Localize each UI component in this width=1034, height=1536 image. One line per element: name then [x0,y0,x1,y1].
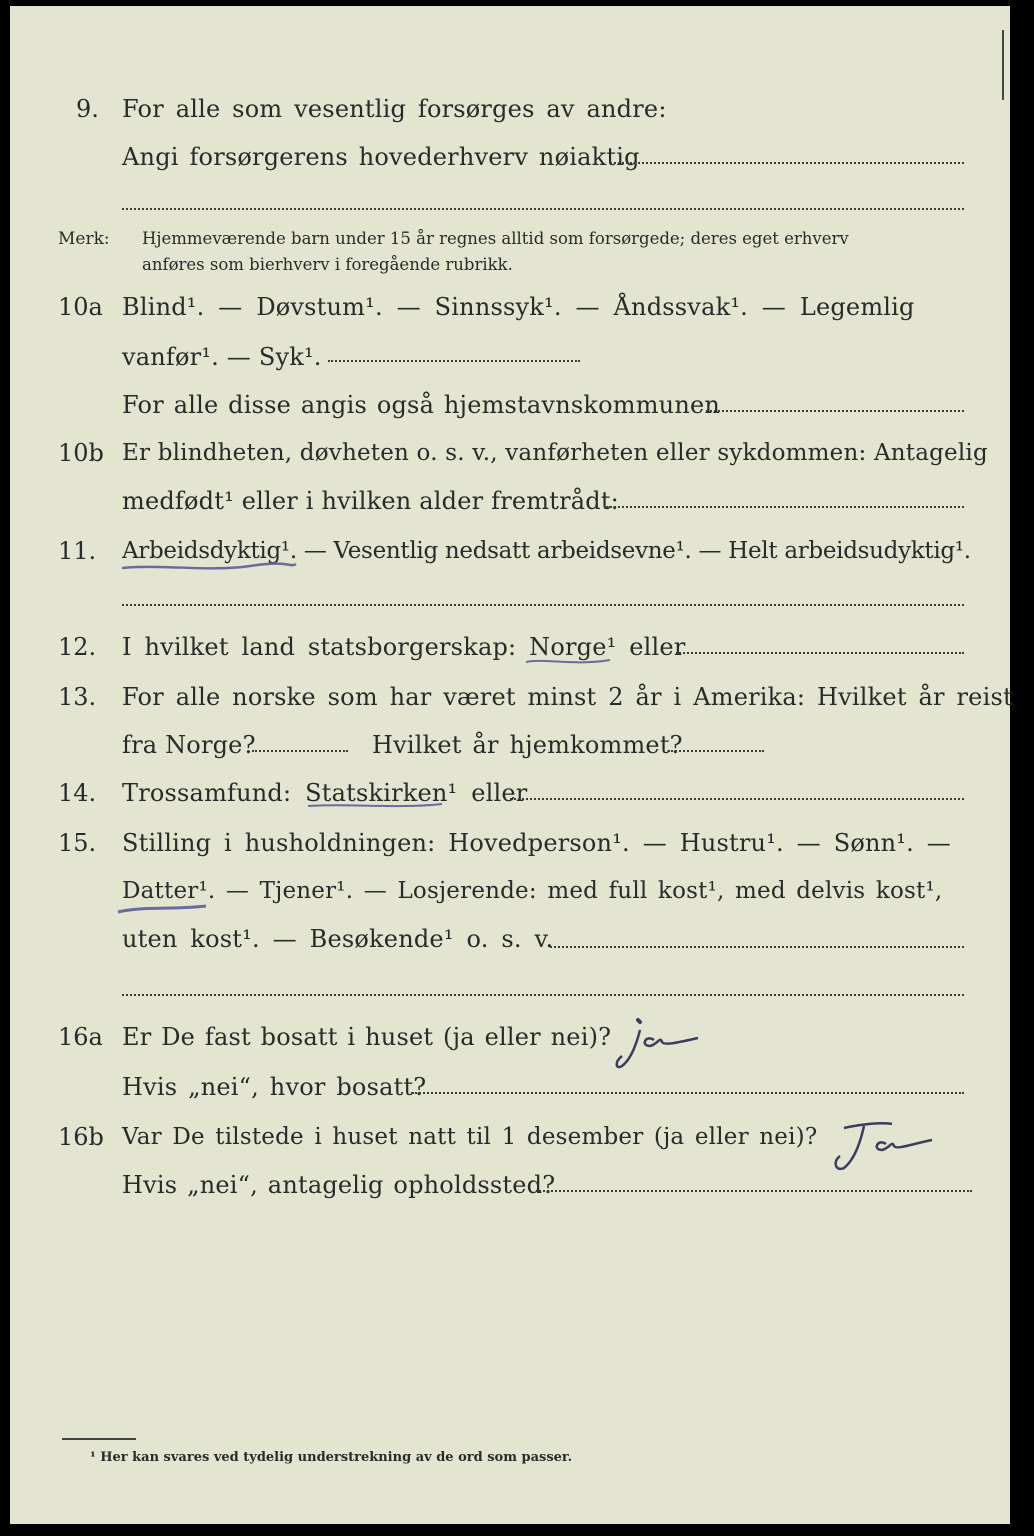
q11-line1: Arbeidsdyktig¹. — Vesentlig nedsatt arbeidsevne¹. — Helt arbeidsudyktig¹. [122,538,971,564]
q10b-line2: medfødt¹ eller i hvilken alder fremtrådt: [122,487,619,515]
q16b-answer-line [536,1190,972,1192]
q12-number: 12. [58,633,97,661]
q10b-answer-line [606,506,964,508]
q10a-kommune-line [706,410,964,412]
q15-answer-line-2 [122,994,964,996]
q14-underline [306,798,446,814]
q13-line2a: fra Norge? [122,731,256,759]
q9-line2: Angi forsørgerens hovederhverv nøiaktig [122,143,640,171]
q16b-answer-text: Ja [822,1110,823,1111]
q11-number: 11. [58,537,97,565]
q10b-line1: Er blindheten, døvheten o. s. v., vanførheten eller sykdommen: Antagelig [122,440,988,466]
q13-reist-line [252,750,348,752]
q14-answer-line [510,798,964,800]
q13-line1: For alle norske som har været minst 2 år i Amerika: Hvilket år reist [122,683,1013,711]
q13-line2b: Hvilket år hjemkommet? [372,731,683,759]
footnote-divider [62,1438,136,1440]
q11-answer-line [122,604,964,606]
footnote-text: ¹ Her kan svares ved tydelig understrekning av de ord som passer. [90,1450,573,1465]
q16a-answer-text: ja [610,1012,611,1013]
q10b-number: 10b [58,439,104,467]
q9-number: 9. [76,95,99,123]
q14-number: 14. [58,779,97,807]
q13-number: 13. [58,683,97,711]
q16b-line2: Hvis „nei“, antagelig opholdssted? [122,1171,556,1199]
q16a-handwritten-answer [610,1012,706,1072]
q15-number: 15. [58,829,97,857]
q9-line1: For alle som vesentlig forsørges av andre: [122,95,667,123]
q12-underline [524,654,614,670]
q15-line3: uten kost¹. — Besøkende¹ o. s. v. [122,925,554,953]
q10a-line3: For alle disse angis også hjemstavnskommunen [122,391,721,419]
page-edge-mark [1002,30,1010,100]
q12-answer-line [676,652,964,654]
q16a-line2: Hvis „nei“, hvor bosatt? [122,1073,427,1101]
q10a-number: 10a [58,293,103,321]
q9-answer-line-2 [122,208,964,210]
q13-hjem-line [668,750,764,752]
q15-underline [114,898,210,918]
merk-line2: anføres som bierhverv i foregående rubrikk. [142,255,513,274]
q16b-line1: Var De tilstede i huset natt til 1 desember (ja eller nei)? [122,1124,818,1150]
q15-answer-line [550,946,964,948]
merk-line1: Hjemmeværende barn under 15 år regnes alltid som forsørgede; deres eget erhverv [142,229,849,248]
q12-line1: I hvilket land statsborgerskap: Norge¹ eller [122,633,686,661]
q10a-syk-line [328,360,580,362]
q16b-number: 16b [58,1123,104,1151]
q15-line1: Stilling i husholdningen: Hovedperson¹. — Hustru¹. — Sønn¹. — [122,829,951,857]
q16b-handwritten-answer [822,1110,942,1174]
q16a-number: 16a [58,1023,103,1051]
q10a-line1: Blind¹. — Døvstum¹. — Sinnssyk¹. — Åndssvak¹. — Legemlig [122,293,915,321]
q9-answer-line [610,162,964,164]
census-form-page [10,6,1013,1524]
merk-label: Merk: [58,229,110,249]
q16a-answer-line [412,1092,964,1094]
q14-line1: Trossamfund: Statskirken¹ eller [122,779,528,807]
q16a-line1: Er De fast bosatt i huset (ja eller nei)? [122,1023,612,1051]
q15-line2: Datter¹. — Tjener¹. — Losjerende: med full kost¹, med delvis kost¹, [122,878,943,904]
q10a-line2: vanfør¹. — Syk¹. [122,343,322,371]
q11-underline [120,556,300,576]
